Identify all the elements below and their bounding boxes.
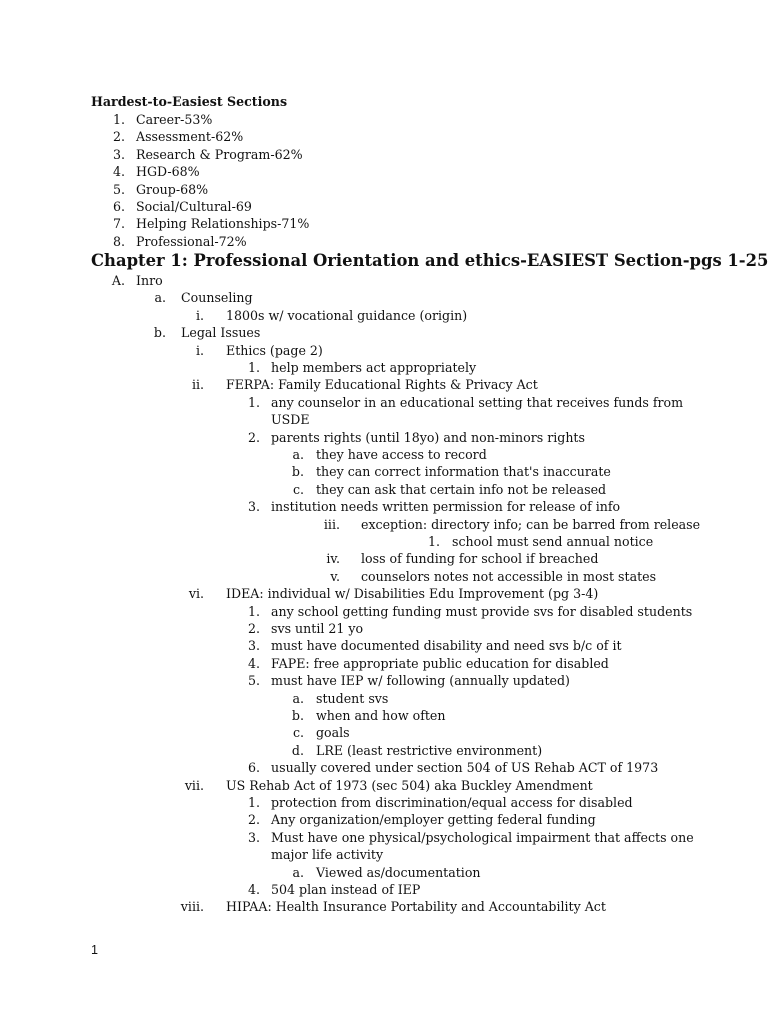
outline-marker: b. <box>153 325 166 341</box>
outline-item: they can correct information that's inaccurate <box>316 464 611 480</box>
section-number: 4. <box>112 164 125 180</box>
outline-item: Any organization/employer getting federal funding <box>271 812 596 828</box>
outline-item: major life activity <box>271 847 384 863</box>
outline-item: school must send annual notice <box>452 534 654 549</box>
outline-item: any school getting funding must provide svs for disabled students <box>271 603 693 619</box>
outline-item: goals <box>316 725 350 741</box>
outline-item: loss of funding for school if breached <box>361 551 599 567</box>
section-number: 3. <box>112 146 125 162</box>
outline-marker: 3. <box>247 829 260 845</box>
outline-item: exception: directory info; can be barred from release <box>361 516 701 532</box>
outline-item: 504 plan instead of IEP <box>271 882 421 897</box>
outline-item: FERPA: Family Educational Rights & Privacy Act <box>226 377 538 393</box>
outline-item: IDEA: individual w/ Disabilities Edu Improvement (pg 3-4) <box>226 586 599 602</box>
section-item: Professional-72% <box>136 233 247 249</box>
section-item: Career-53% <box>136 112 213 127</box>
outline-item: they can ask that certain info not be released <box>316 481 607 497</box>
chapter-heading: Chapter 1: Professional Orientation and ethics-EASIEST Section-pgs 1-25 <box>91 251 768 270</box>
outline-marker: ii. <box>191 377 204 393</box>
outline-marker: 2. <box>247 429 260 445</box>
section-item: Research & Program-62% <box>136 146 303 162</box>
outline-item: Legal Issues <box>181 325 261 341</box>
outline-marker: 2. <box>247 812 260 828</box>
outline-item: Must have one physical/psychological impairment that affects one <box>271 829 694 845</box>
section-number: 1. <box>112 112 125 127</box>
section-item: Helping Relationships-71% <box>136 216 310 232</box>
outline-marker: vi. <box>188 586 204 602</box>
section-number: 2. <box>112 129 125 145</box>
outline-item: Viewed as/documentation <box>316 864 481 880</box>
outline-item: help members act appropriately <box>271 360 477 375</box>
outline-item: protection from discrimination/equal access for disabled <box>271 795 633 810</box>
outline-item: when and how often <box>316 708 446 723</box>
outline-marker: 4. <box>247 655 260 671</box>
outline-marker: a. <box>292 690 304 706</box>
section-number: 5. <box>112 181 125 197</box>
outline-item: student svs <box>316 690 389 706</box>
outline-marker: v. <box>330 568 340 584</box>
outline-marker: i. <box>195 307 204 323</box>
section-number: 7. <box>112 216 125 232</box>
outline-item: LRE (least restrictive environment) <box>316 742 543 758</box>
outline-marker: 2. <box>247 621 260 636</box>
outline-marker: 4. <box>247 882 260 897</box>
outline-item: Counseling <box>181 290 253 306</box>
outline-item: USDE <box>271 412 310 428</box>
outline-marker: i. <box>195 342 204 358</box>
outline-item: US Rehab Act of 1973 (sec 504) aka Buckley Amendment <box>226 777 593 793</box>
outline-marker: 5. <box>247 673 260 689</box>
outline-item: must have documented disability and need svs b/c of it <box>271 638 622 654</box>
outline-item: parents rights (until 18yo) and non-minors rights <box>271 429 585 445</box>
outline-item: must have IEP w/ following (annually updated) <box>271 673 570 689</box>
outline-item: svs until 21 yo <box>271 621 364 636</box>
page-number: 1 <box>91 943 99 957</box>
outline-marker: 1. <box>247 603 260 619</box>
section-heading: Hardest-to-Easiest Sections <box>91 94 288 109</box>
outline-item: FAPE: free appropriate public education for disabled <box>271 655 609 671</box>
outline-marker: c. <box>292 481 304 497</box>
section-item: Assessment-62% <box>136 129 244 145</box>
outline-marker: d. <box>291 742 304 758</box>
outline-marker: b. <box>291 708 304 723</box>
outline-marker: iii. <box>323 516 340 532</box>
outline-item: institution needs written permission for release of info <box>271 499 621 515</box>
outline-marker: 1. <box>247 394 260 410</box>
outline-item: Inro <box>136 273 163 288</box>
outline-item: counselors notes not accessible in most states <box>361 568 657 584</box>
outline-marker: c. <box>292 725 304 741</box>
outline-marker: a. <box>292 864 304 880</box>
outline-item: 1800s w/ vocational guidance (origin) <box>226 307 468 323</box>
outline-marker: b. <box>291 464 304 480</box>
section-item: Group-68% <box>136 181 209 197</box>
section-item: HGD-68% <box>136 164 200 180</box>
outline-marker: vii. <box>184 777 204 793</box>
outline-marker: a. <box>292 447 304 462</box>
outline-marker: 1. <box>247 360 260 375</box>
section-number: 8. <box>112 233 125 249</box>
outline-marker: 3. <box>247 499 260 515</box>
outline-item: Ethics (page 2) <box>226 342 323 358</box>
outline-marker: 1. <box>427 534 440 549</box>
outline-marker: 6. <box>247 760 260 776</box>
outline-marker: viii. <box>180 899 204 915</box>
outline-item: HIPAA: Health Insurance Portability and Accountability Act <box>226 899 606 915</box>
outline-marker: 1. <box>247 795 260 810</box>
outline-marker: a. <box>154 290 166 306</box>
outline-item: usually covered under section 504 of US Rehab ACT of 1973 <box>271 760 659 776</box>
section-number: 6. <box>112 199 125 214</box>
outline-item: they have access to record <box>316 447 487 462</box>
outline-marker: 3. <box>247 638 260 654</box>
section-item: Social/Cultural-69 <box>136 199 252 214</box>
outline-marker: A. <box>111 273 125 288</box>
outline-marker: iv. <box>326 551 340 567</box>
outline-item: any counselor in an educational setting that receives funds from <box>271 394 684 410</box>
